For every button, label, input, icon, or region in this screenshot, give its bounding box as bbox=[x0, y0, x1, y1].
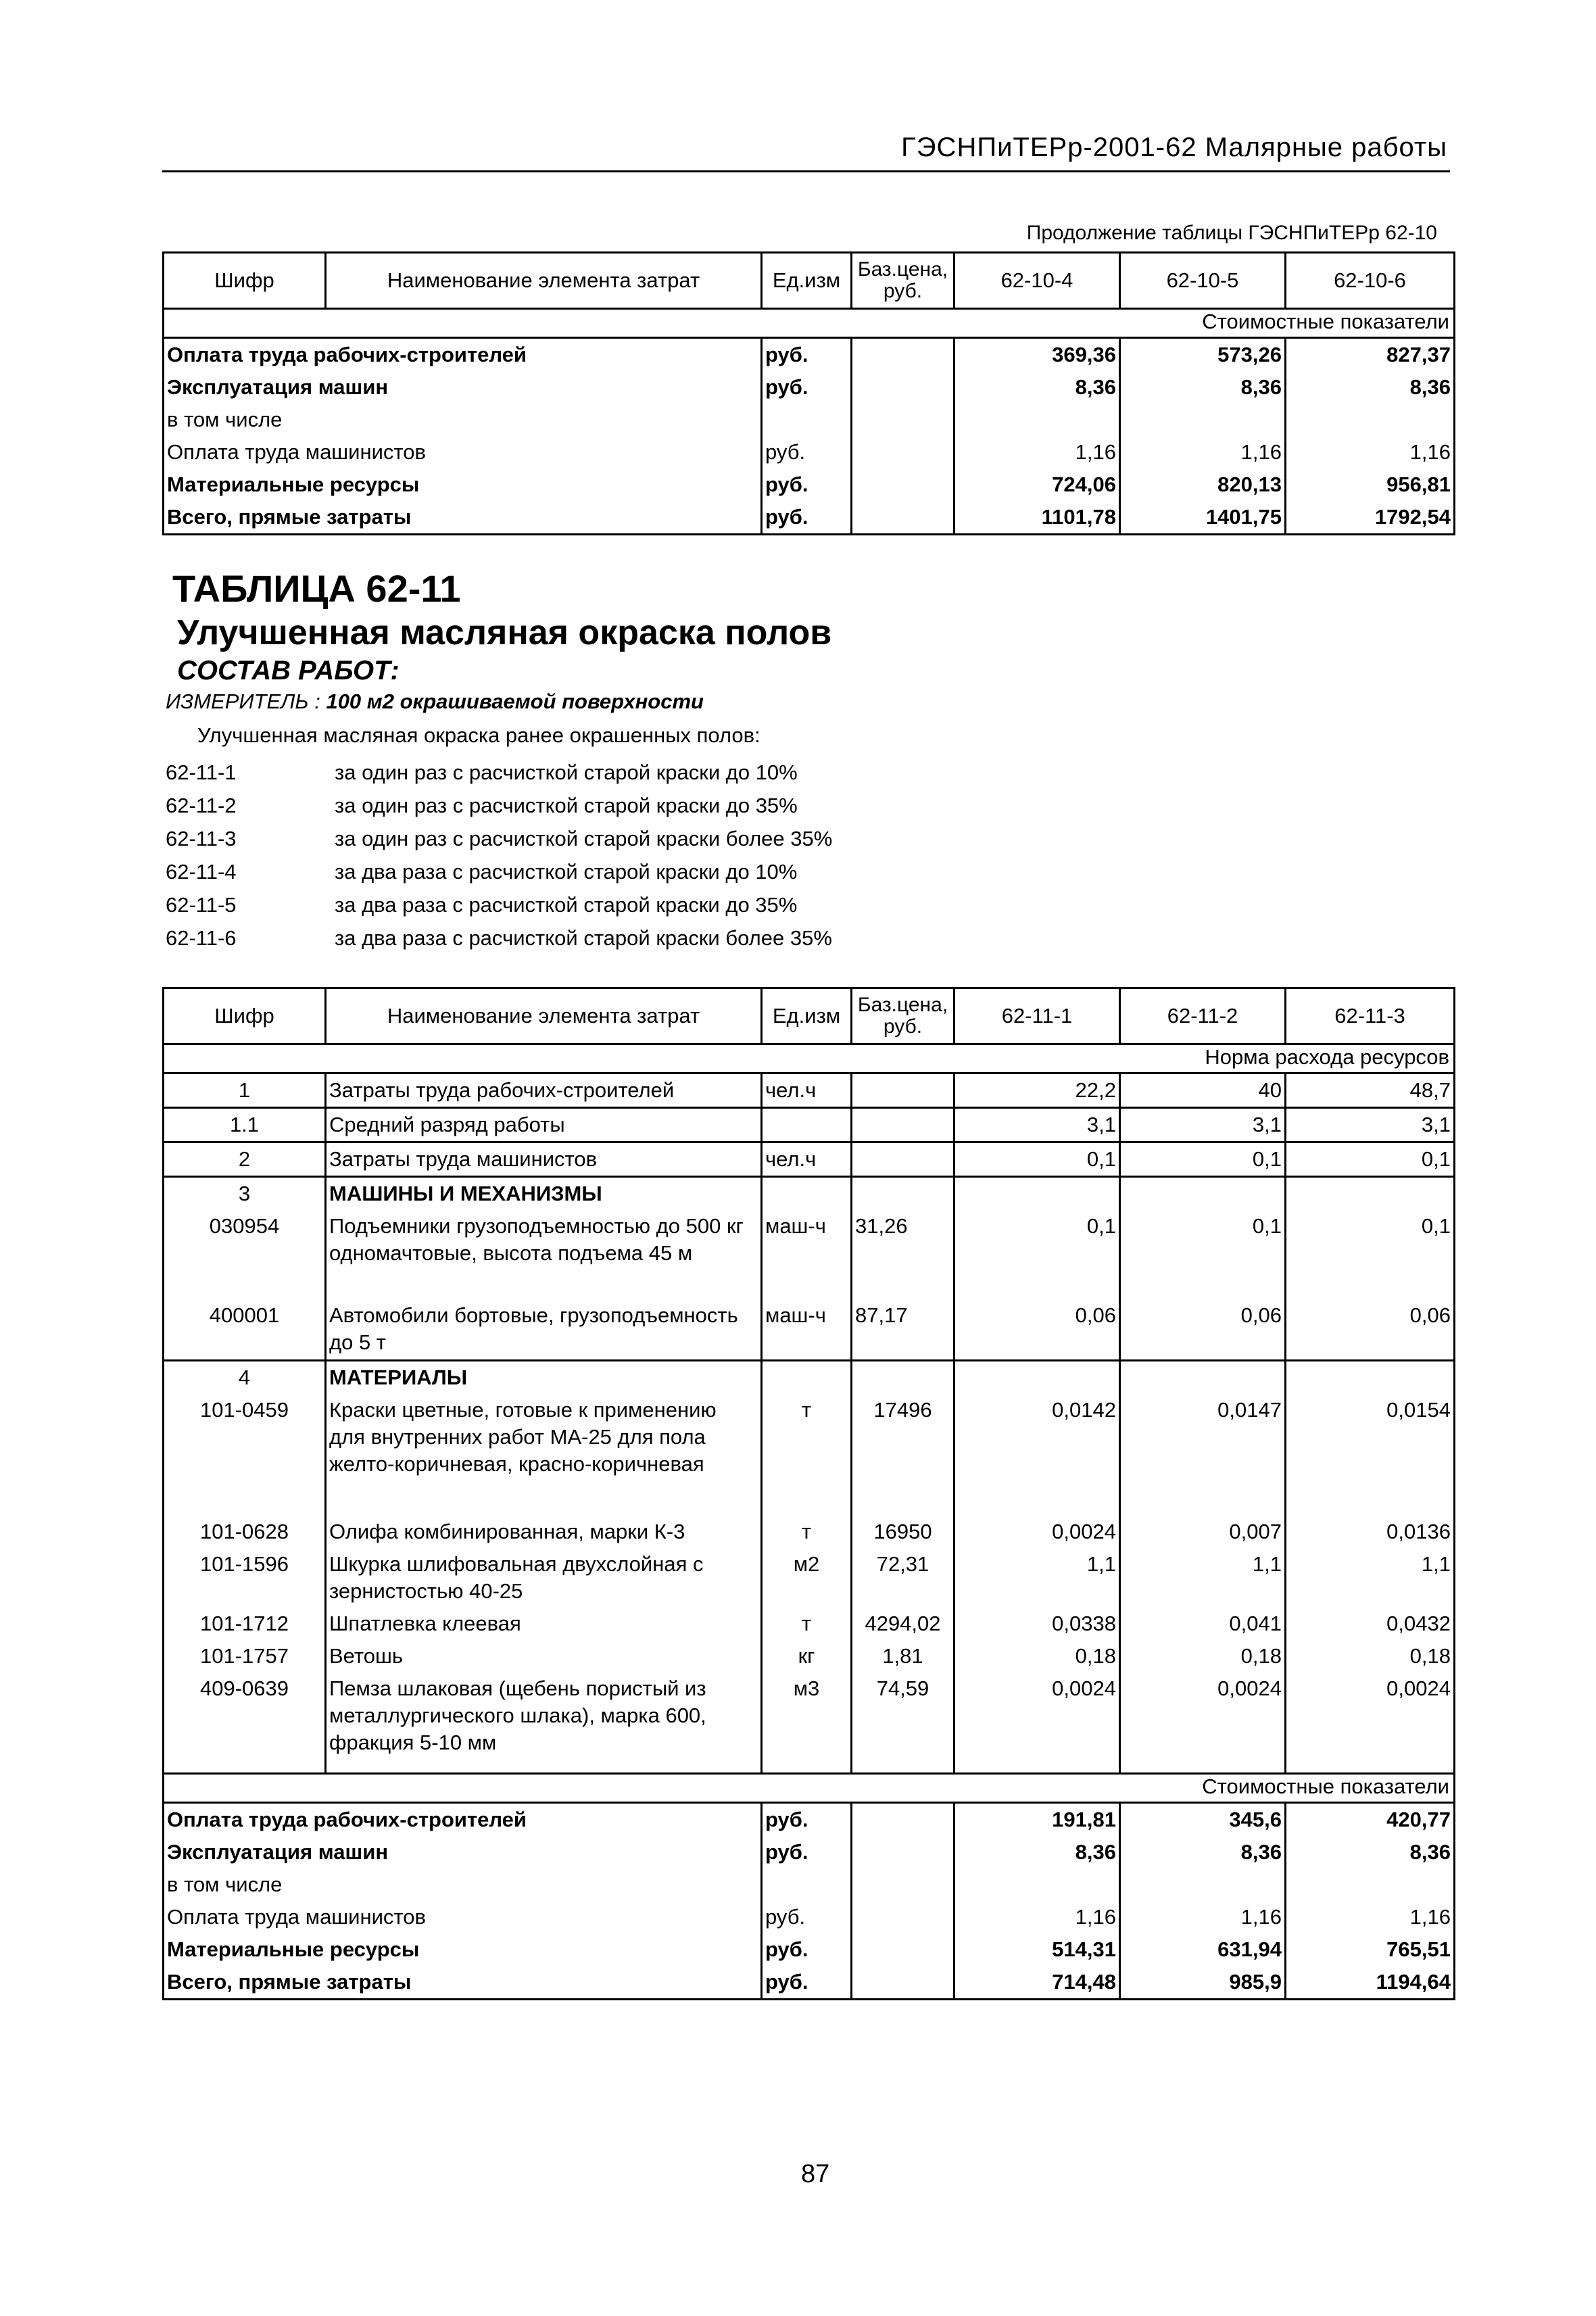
col-header-price: Баз.цена, руб. bbox=[852, 988, 954, 1044]
table-row: 1.1 Средний разряд работы 3,1 3,1 3,1 bbox=[164, 1108, 1455, 1142]
table-row: Оплата труда рабочих-строителей руб. 191,81 345,6 420,77 bbox=[164, 1803, 1455, 1837]
col-header-price: Баз.цена, руб. bbox=[852, 253, 954, 309]
table-row: 400001 Автомобили бортовые, грузоподъемность до 5 т маш-ч 87,17 0,06 0,06 0,06 bbox=[164, 1299, 1455, 1360]
table-title: ТАБЛИЦА 62-11 bbox=[172, 567, 461, 610]
table-row: Оплата труда машинистов руб. 1,16 1,16 1,16 bbox=[164, 1901, 1455, 1933]
table-header-row bbox=[164, 253, 1455, 309]
col-header-name: Наименование элемента затрат bbox=[326, 253, 762, 309]
continuation-table bbox=[162, 251, 1455, 535]
table-row: 030954 Подъемники грузоподъемностью до 500 кг одномачтовые, высота подъема 45 м маш-ч 31,26 0,1 0,1 0,1 bbox=[164, 1210, 1455, 1299]
table-row: Материальные ресурсы руб. 724,06 820,13 956,81 bbox=[164, 468, 1455, 501]
list-item: 62-11-1 за один раз с расчисткой старой краски до 10% bbox=[166, 761, 798, 784]
section-label: Стоимостные показатели bbox=[1202, 310, 1449, 333]
section-row bbox=[164, 1774, 1455, 1803]
measure-label: ИЗМЕРИТЕЛЬ : bbox=[166, 690, 320, 713]
col-header-unit: Ед.изм bbox=[762, 988, 852, 1044]
list-item: 62-11-3 за один раз с расчисткой старой краски более 35% bbox=[166, 827, 833, 850]
col-header-c3: 62-10-6 bbox=[1286, 253, 1455, 309]
table-row: Оплата труда рабочих-строителей руб. 369,36 573,26 827,37 bbox=[164, 338, 1455, 372]
table-row: 101-1712 Шпатлевка клеевая т 4294,02 0,0338 0,041 0,0432 bbox=[164, 1608, 1455, 1640]
table-row: 409-0639 Пемза шлаковая (щебень пористый из металлургического шлака), марка 600, фракция 5-10 мм м3 74,59 0,0024 0,0024 0,0024 bbox=[164, 1672, 1455, 1774]
cost-rows bbox=[164, 1803, 1455, 2000]
works-list bbox=[166, 756, 832, 955]
col-header-c2: 62-11-2 bbox=[1120, 988, 1286, 1044]
col-header-c3: 62-11-3 bbox=[1286, 988, 1455, 1044]
table-row: Материальные ресурсы руб. 514,31 631,94 765,51 bbox=[164, 1933, 1455, 1966]
table-row: 101-0459 Краски цветные, готовые к применению для внутренних работ МА-25 для пола желто-коричневая, красно-коричневая т 17496 0,0142 0,0147 0,0154 bbox=[164, 1394, 1455, 1516]
header-rule bbox=[162, 170, 1450, 172]
section-label: Норма расхода ресурсов bbox=[1205, 1045, 1449, 1069]
measure-line bbox=[166, 690, 704, 714]
work-composition-label: СОСТАВ РАБОТ: bbox=[177, 656, 400, 685]
col-header-name: Наименование элемента затрат bbox=[326, 988, 762, 1044]
norm-rows bbox=[164, 1073, 1455, 1774]
table-row: 3 МАШИНЫ И МЕХАНИЗМЫ bbox=[164, 1177, 1455, 1211]
table-row: 2 Затраты труда машинистов чел.ч 0,1 0,1 0,1 bbox=[164, 1142, 1455, 1177]
section-row bbox=[164, 309, 1455, 338]
col-header-code: Шифр bbox=[164, 253, 326, 309]
table-row: в том числе bbox=[164, 404, 1455, 436]
col-header-unit: Ед.изм bbox=[762, 253, 852, 309]
table-row: 101-0628 Олифа комбинированная, марки К-3 т 16950 0,0024 0,007 0,0136 bbox=[164, 1516, 1455, 1548]
table-row: Всего, прямые затраты руб. 714,48 985,9 1194,64 bbox=[164, 1966, 1455, 2000]
list-item: 62-11-5 за два раза с расчисткой старой краски до 35% bbox=[166, 893, 798, 917]
col-header-c2: 62-10-5 bbox=[1120, 253, 1286, 309]
table-name: Улучшенная масляная окраска полов bbox=[177, 613, 832, 652]
list-item: 62-11-6 за два раза с расчисткой старой краски более 35% bbox=[166, 926, 832, 950]
table-row: в том числе bbox=[164, 1868, 1455, 1901]
works-intro: Улучшенная масляная окраска ранее окрашенных полов: bbox=[197, 723, 760, 747]
table-row: Оплата труда машинистов руб. 1,16 1,16 1,16 bbox=[164, 436, 1455, 468]
list-item: 62-11-4 за два раза с расчисткой старой краски до 10% bbox=[166, 860, 798, 884]
col-header-c1: 62-10-4 bbox=[954, 253, 1120, 309]
table-row: 101-1596 Шкурка шлифовальная двухслойная с зернистостью 40-25 м2 72,31 1,1 1,1 1,1 bbox=[164, 1548, 1455, 1608]
col-header-code: Шифр bbox=[164, 988, 326, 1044]
continuation-cost-rows bbox=[164, 338, 1455, 535]
table-row: 1 Затраты труда рабочих-строителей чел.ч 22,2 40 48,7 bbox=[164, 1073, 1455, 1108]
running-header: ГЭСНПиТЕРр-2001-62 Малярные работы bbox=[901, 132, 1447, 162]
resource-table bbox=[162, 987, 1455, 2000]
list-item: 62-11-2 за один раз с расчисткой старой краски до 35% bbox=[166, 794, 798, 817]
section-row bbox=[164, 1044, 1455, 1073]
section-label: Стоимостные показатели bbox=[1202, 1775, 1449, 1798]
table-row: Эксплуатация машин руб. 8,36 8,36 8,36 bbox=[164, 1836, 1455, 1868]
table-row: Всего, прямые затраты руб. 1101,78 1401,75 1792,54 bbox=[164, 501, 1455, 535]
page-number: 87 bbox=[801, 2160, 830, 2188]
continuation-caption: Продолжение таблицы ГЭСНПиТЕРр 62-10 bbox=[1026, 222, 1437, 244]
table-header-row bbox=[164, 988, 1455, 1044]
table-row: Эксплуатация машин руб. 8,36 8,36 8,36 bbox=[164, 371, 1455, 404]
table-row: 4 МАТЕРИАЛЫ bbox=[164, 1360, 1455, 1394]
measure-value: 100 м2 окрашиваемой поверхности bbox=[326, 690, 704, 713]
col-header-c1: 62-11-1 bbox=[954, 988, 1120, 1044]
table-row: 101-1757 Ветошь кг 1,81 0,18 0,18 0,18 bbox=[164, 1640, 1455, 1672]
